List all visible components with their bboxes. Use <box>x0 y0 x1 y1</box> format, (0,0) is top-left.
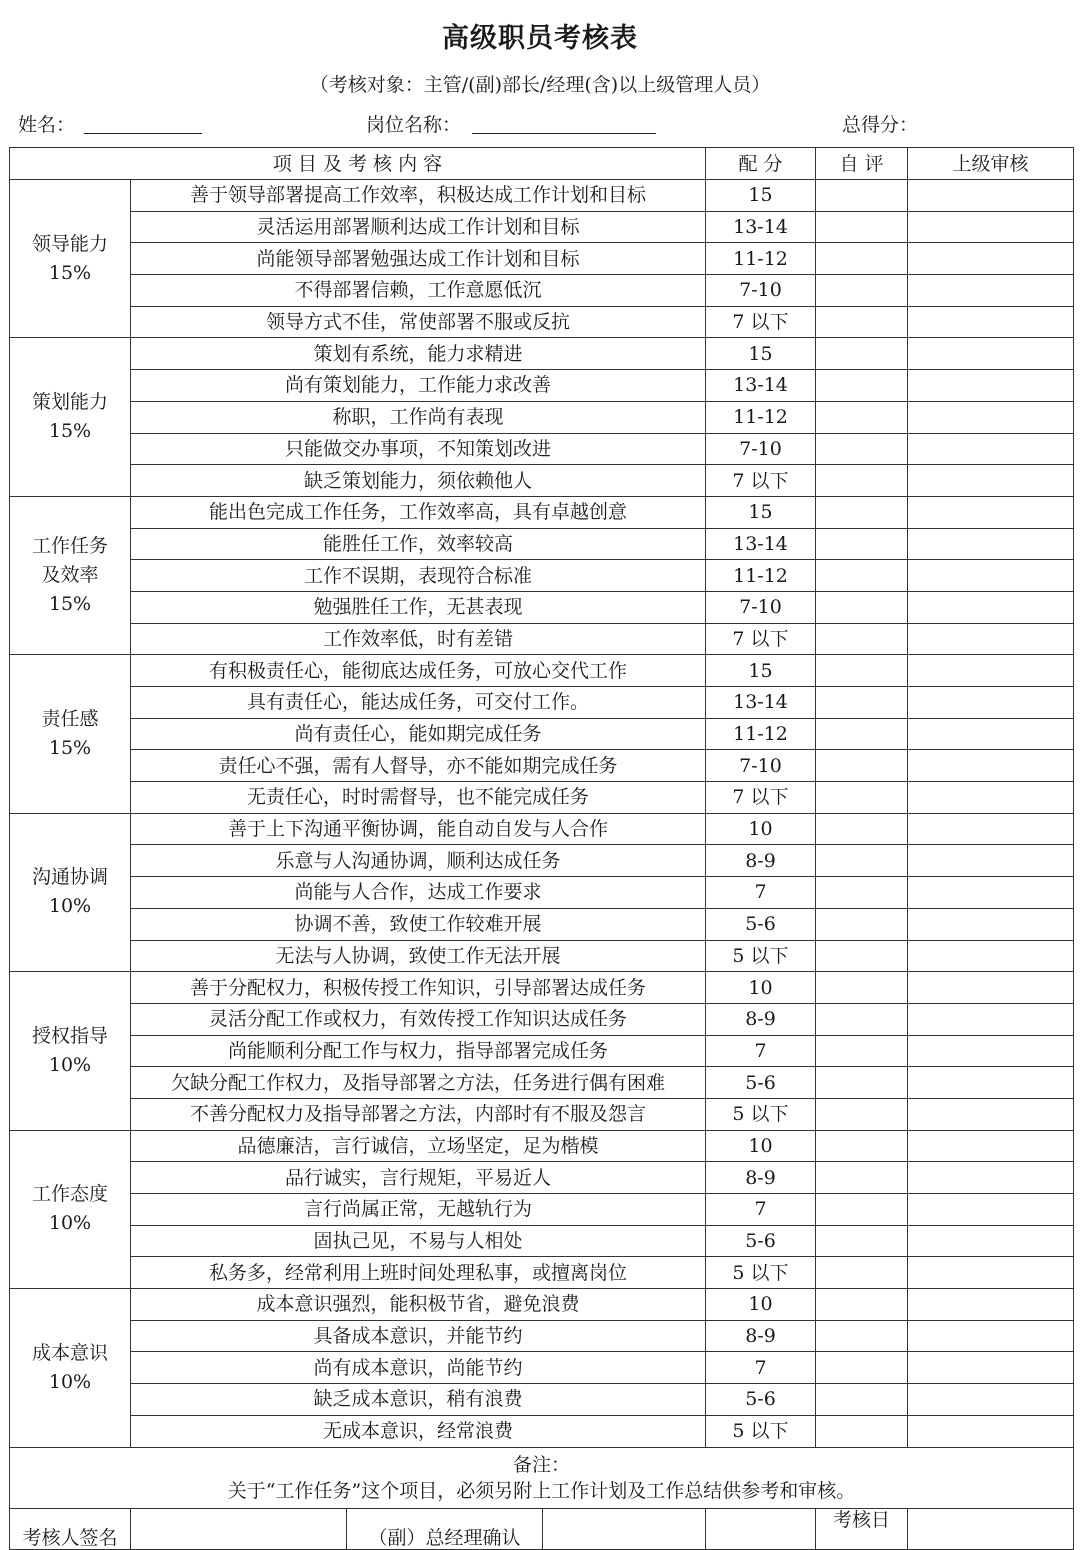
criterion-score: 7 以下 <box>706 782 816 814</box>
criterion-score: 7-10 <box>706 433 816 465</box>
criterion-text: 只能做交办事项，不知策划改进 <box>131 433 706 465</box>
criterion-text: 尚有策划能力，工作能力求改善 <box>131 370 706 402</box>
table-row <box>10 243 1074 275</box>
table-header-row <box>10 148 1074 180</box>
criterion-text: 灵活运用部署顺利达成工作计划和目标 <box>131 211 706 243</box>
date-field[interactable] <box>908 1508 1074 1549</box>
review-cell[interactable] <box>908 465 1074 497</box>
criterion-score: 7-10 <box>706 275 816 307</box>
review-cell[interactable] <box>908 528 1074 560</box>
criterion-score: 11-12 <box>706 560 816 592</box>
self-eval-cell[interactable] <box>816 306 908 338</box>
category-name: 工作态度 <box>31 1183 108 1206</box>
review-cell[interactable] <box>908 1035 1074 1067</box>
criterion-score: 10 <box>706 972 816 1004</box>
signature-row <box>10 1508 1074 1549</box>
review-cell[interactable] <box>908 972 1074 1004</box>
table-row <box>10 591 1074 623</box>
review-cell[interactable] <box>908 401 1074 433</box>
review-cell[interactable] <box>908 750 1074 782</box>
criterion-score: 5 以下 <box>706 940 816 972</box>
criterion-score: 5 以下 <box>706 1415 816 1447</box>
criterion-text: 工作不误期，表现符合标准 <box>131 560 706 592</box>
position-blank[interactable] <box>472 133 656 134</box>
self-eval-cell[interactable] <box>816 1415 908 1447</box>
review-cell[interactable] <box>908 1194 1074 1226</box>
review-cell[interactable] <box>908 1130 1074 1162</box>
self-eval-cell[interactable] <box>816 1162 908 1194</box>
table-row <box>10 623 1074 655</box>
table-row <box>10 1035 1074 1067</box>
criterion-score: 5-6 <box>706 1067 816 1099</box>
self-eval-cell[interactable] <box>816 1035 908 1067</box>
self-eval-cell[interactable] <box>816 940 908 972</box>
signature-area <box>131 1508 706 1549</box>
table-row <box>10 845 1074 877</box>
self-eval-cell[interactable] <box>816 433 908 465</box>
criterion-text: 勉强胜任工作，无甚表现 <box>131 591 706 623</box>
table-row <box>10 1257 1074 1289</box>
criterion-text: 乐意与人沟通协调，顺利达成任务 <box>131 845 706 877</box>
self-eval-cell[interactable] <box>816 972 908 1004</box>
category-name: 策划能力 <box>31 391 108 414</box>
criterion-score: 10 <box>706 1289 816 1321</box>
self-eval-cell[interactable] <box>816 687 908 719</box>
self-eval-cell[interactable] <box>816 1003 908 1035</box>
criterion-score: 5-6 <box>706 908 816 940</box>
table-row <box>10 1384 1074 1416</box>
self-eval-cell[interactable] <box>816 560 908 592</box>
criterion-score: 7 <box>706 877 816 909</box>
table-row <box>10 560 1074 592</box>
table-row <box>10 718 1074 750</box>
review-cell[interactable] <box>908 370 1074 402</box>
review-cell[interactable] <box>908 1415 1074 1447</box>
note-text: 关于“工作任务”这个项目，必须另附上工作计划及工作总结供参考和审核。 <box>227 1479 856 1502</box>
total-score-label: 总得分： <box>842 114 919 136</box>
self-eval-cell[interactable] <box>816 877 908 909</box>
criterion-score: 7-10 <box>706 750 816 782</box>
table-row <box>10 1003 1074 1035</box>
self-eval-cell[interactable] <box>816 782 908 814</box>
table-row <box>10 211 1074 243</box>
review-cell[interactable] <box>908 782 1074 814</box>
criterion-text: 无责任心，时时需督导，也不能完成任务 <box>131 782 706 814</box>
criterion-text: 能胜任工作，效率较高 <box>131 528 706 560</box>
review-cell[interactable] <box>908 1320 1074 1352</box>
self-eval-cell[interactable] <box>816 750 908 782</box>
self-eval-cell[interactable] <box>816 528 908 560</box>
category-cell <box>10 1289 131 1447</box>
review-cell[interactable] <box>908 940 1074 972</box>
category-cell <box>10 655 131 813</box>
self-eval-cell[interactable] <box>816 1225 908 1257</box>
self-eval-cell[interactable] <box>816 1194 908 1226</box>
table-row <box>10 465 1074 497</box>
table-row <box>10 528 1074 560</box>
category-weight: 10% <box>48 895 92 918</box>
header-score: 配 分 <box>706 148 816 180</box>
page-subtitle: （考核对象：主管/(副)部长/经理(含)以上级管理人员） <box>309 74 771 96</box>
category-cell <box>10 180 131 338</box>
header-review: 上级审核 <box>908 148 1074 180</box>
criterion-score: 7 以下 <box>706 465 816 497</box>
review-cell[interactable] <box>908 211 1074 243</box>
self-eval-cell[interactable] <box>816 1257 908 1289</box>
criterion-text: 善于分配权力，积极传授工作知识，引导部署达成任务 <box>131 972 706 1004</box>
assessment-table <box>9 147 1074 1550</box>
self-eval-cell[interactable] <box>816 1289 908 1321</box>
table-row <box>10 1225 1074 1257</box>
table-row <box>10 1130 1074 1162</box>
criterion-score: 5 以下 <box>706 1257 816 1289</box>
table-row <box>10 972 1074 1004</box>
category-weight: 15% <box>48 737 92 760</box>
criterion-text: 不善分配权力及指导部署之方法，内部时有不服及怨言 <box>131 1098 706 1130</box>
table-row <box>10 1098 1074 1130</box>
note-label: 备注： <box>512 1453 570 1476</box>
category-cell <box>10 496 131 654</box>
table-row <box>10 306 1074 338</box>
criterion-score: 11-12 <box>706 243 816 275</box>
criterion-text: 无成本意识，经常浪费 <box>131 1415 706 1447</box>
criterion-score: 7 <box>706 1035 816 1067</box>
table-row <box>10 1162 1074 1194</box>
self-eval-cell[interactable] <box>816 655 908 687</box>
criterion-text: 品行诚实，言行规矩，平易近人 <box>131 1162 706 1194</box>
category-cell <box>10 1130 131 1288</box>
criterion-text: 固执己见，不易与人相处 <box>131 1225 706 1257</box>
criterion-score: 15 <box>706 496 816 528</box>
table-row <box>10 655 1074 687</box>
criterion-score: 7-10 <box>706 591 816 623</box>
criterion-text: 尚有成本意识，尚能节约 <box>131 1352 706 1384</box>
criterion-text: 具备成本意识，并能节约 <box>131 1320 706 1352</box>
criterion-score: 5 以下 <box>706 1098 816 1130</box>
category-weight: 10% <box>48 1053 92 1076</box>
self-eval-cell[interactable] <box>816 845 908 877</box>
criterion-score: 5-6 <box>706 1225 816 1257</box>
self-eval-cell[interactable] <box>816 1098 908 1130</box>
review-cell[interactable] <box>908 496 1074 528</box>
category-weight: 15% <box>48 261 92 284</box>
category-name: 责任感 <box>41 708 99 731</box>
review-cell[interactable] <box>908 1098 1074 1130</box>
table-row <box>10 496 1074 528</box>
self-eval-cell[interactable] <box>816 338 908 370</box>
table-row <box>10 782 1074 814</box>
review-cell[interactable] <box>908 845 1074 877</box>
criterion-text: 灵活分配工作或权力，有效传授工作知识达成任务 <box>131 1003 706 1035</box>
date-label: 考核日 <box>816 1508 908 1549</box>
criterion-text: 尚能领导部署勉强达成工作计划和目标 <box>131 243 706 275</box>
position-label: 岗位名称： <box>366 114 462 136</box>
self-eval-cell[interactable] <box>816 370 908 402</box>
category-weight: 10% <box>48 1370 92 1393</box>
table-row <box>10 687 1074 719</box>
criterion-score: 8-9 <box>706 1003 816 1035</box>
criterion-text: 品德廉洁，言行诚信，立场坚定，足为楷模 <box>131 1130 706 1162</box>
review-cell[interactable] <box>908 560 1074 592</box>
category-name: 沟通协调 <box>31 866 108 889</box>
review-cell[interactable] <box>908 338 1074 370</box>
criterion-text: 有积极责任心，能彻底达成任务，可放心交代工作 <box>131 655 706 687</box>
criterion-text: 协调不善，致使工作较难开展 <box>131 908 706 940</box>
review-cell[interactable] <box>908 1225 1074 1257</box>
name-blank[interactable] <box>84 133 202 134</box>
review-cell[interactable] <box>908 1162 1074 1194</box>
criterion-text: 缺乏策划能力，须依赖他人 <box>131 465 706 497</box>
criterion-text: 工作效率低，时有差错 <box>131 623 706 655</box>
self-eval-cell[interactable] <box>816 401 908 433</box>
review-cell[interactable] <box>908 908 1074 940</box>
criterion-score: 15 <box>706 180 816 212</box>
category-cell <box>10 972 131 1130</box>
review-cell[interactable] <box>908 243 1074 275</box>
criterion-text: 缺乏成本意识，稍有浪费 <box>131 1384 706 1416</box>
review-cell[interactable] <box>908 1384 1074 1416</box>
criterion-score: 8-9 <box>706 845 816 877</box>
criterion-text: 尚有责任心，能如期完成任务 <box>131 718 706 750</box>
table-row <box>10 1320 1074 1352</box>
criterion-text: 责任心不强，需有人督导，亦不能如期完成任务 <box>131 750 706 782</box>
review-cell[interactable] <box>908 433 1074 465</box>
gm-confirm-field-2[interactable] <box>706 1508 816 1549</box>
criterion-score: 8-9 <box>706 1162 816 1194</box>
criterion-text: 称职，工作尚有表现 <box>131 401 706 433</box>
assessor-sign-label: 考核人签名 <box>10 1508 131 1549</box>
table-row <box>10 180 1074 212</box>
table-row <box>10 370 1074 402</box>
self-eval-cell[interactable] <box>816 1067 908 1099</box>
criterion-text: 尚能与人合作，达成工作要求 <box>131 877 706 909</box>
self-eval-cell[interactable] <box>816 718 908 750</box>
criterion-score: 7 以下 <box>706 623 816 655</box>
assessor-sign-field[interactable] <box>131 1509 347 1549</box>
criterion-text: 言行尚属正常，无越轨行为 <box>131 1194 706 1226</box>
criterion-score: 13-14 <box>706 528 816 560</box>
header-self: 自 评 <box>816 148 908 180</box>
criterion-score: 5-6 <box>706 1384 816 1416</box>
review-cell[interactable] <box>908 1289 1074 1321</box>
criterion-score: 15 <box>706 338 816 370</box>
category-name: 工作任务 及效率 <box>31 535 108 587</box>
criterion-score: 11-12 <box>706 401 816 433</box>
criterion-text: 无法与人协调，致使工作无法开展 <box>131 940 706 972</box>
header-item: 项 目 及 考 核 内 容 <box>10 148 706 180</box>
self-eval-cell[interactable] <box>816 180 908 212</box>
table-row <box>10 908 1074 940</box>
criterion-text: 私务多，经常利用上班时间处理私事，或擅离岗位 <box>131 1257 706 1289</box>
criterion-text: 成本意识强烈，能积极节省，避免浪费 <box>131 1289 706 1321</box>
page-title: 高级职员考核表 <box>442 23 638 54</box>
self-eval-cell[interactable] <box>816 275 908 307</box>
category-weight: 10% <box>48 1212 92 1235</box>
table-row <box>10 877 1074 909</box>
table-row <box>10 401 1074 433</box>
gm-confirm-label: （副）总经理确认 <box>347 1509 543 1549</box>
criterion-score: 13-14 <box>706 211 816 243</box>
table-row <box>10 338 1074 370</box>
category-cell <box>10 813 131 971</box>
self-eval-cell[interactable] <box>816 591 908 623</box>
criterion-score: 10 <box>706 1130 816 1162</box>
name-label: 姓名： <box>18 114 76 136</box>
criterion-text: 领导方式不佳，常使部署不服或反抗 <box>131 306 706 338</box>
criterion-text: 能出色完成工作任务，工作效率高，具有卓越创意 <box>131 496 706 528</box>
review-cell[interactable] <box>908 877 1074 909</box>
note-cell <box>10 1447 1074 1508</box>
criterion-score: 7 <box>706 1194 816 1226</box>
criterion-text: 具有责任心，能达成任务，可交付工作。 <box>131 687 706 719</box>
category-name: 授权指导 <box>31 1024 108 1047</box>
self-eval-cell[interactable] <box>816 908 908 940</box>
review-cell[interactable] <box>908 623 1074 655</box>
criterion-text: 善于上下沟通平衡协调，能自动自发与人合作 <box>131 813 706 845</box>
review-cell[interactable] <box>908 275 1074 307</box>
criterion-score: 15 <box>706 655 816 687</box>
criterion-text: 尚能顺利分配工作与权力，指导部署完成任务 <box>131 1035 706 1067</box>
table-row <box>10 1415 1074 1447</box>
table-row <box>10 750 1074 782</box>
table-row <box>10 813 1074 845</box>
review-cell[interactable] <box>908 813 1074 845</box>
criterion-score: 7 <box>706 1352 816 1384</box>
review-cell[interactable] <box>908 1352 1074 1384</box>
self-eval-cell[interactable] <box>816 496 908 528</box>
criterion-score: 7 以下 <box>706 306 816 338</box>
self-eval-cell[interactable] <box>816 1130 908 1162</box>
self-eval-cell[interactable] <box>816 1320 908 1352</box>
review-cell[interactable] <box>908 1257 1074 1289</box>
review-cell[interactable] <box>908 655 1074 687</box>
category-weight: 15% <box>48 593 92 616</box>
table-row <box>10 1067 1074 1099</box>
note-row <box>10 1447 1074 1508</box>
criterion-score: 8-9 <box>706 1320 816 1352</box>
criterion-text: 不得部署信赖，工作意愿低沉 <box>131 275 706 307</box>
table-row <box>10 1194 1074 1226</box>
table-row <box>10 433 1074 465</box>
review-cell[interactable] <box>908 1067 1074 1099</box>
criterion-text: 策划有系统，能力求精进 <box>131 338 706 370</box>
criterion-score: 10 <box>706 813 816 845</box>
review-cell[interactable] <box>908 718 1074 750</box>
category-name: 领导能力 <box>31 232 108 255</box>
review-cell[interactable] <box>908 687 1074 719</box>
self-eval-cell[interactable] <box>816 1352 908 1384</box>
self-eval-cell[interactable] <box>816 813 908 845</box>
self-eval-cell[interactable] <box>816 243 908 275</box>
criterion-text: 善于领导部署提高工作效率，积极达成工作计划和目标 <box>131 180 706 212</box>
category-weight: 15% <box>48 420 92 443</box>
category-name: 成本意识 <box>31 1341 108 1364</box>
table-row <box>10 1352 1074 1384</box>
review-cell[interactable] <box>908 591 1074 623</box>
review-cell[interactable] <box>908 180 1074 212</box>
gm-confirm-field[interactable] <box>543 1509 706 1549</box>
self-eval-cell[interactable] <box>816 465 908 497</box>
review-cell[interactable] <box>908 306 1074 338</box>
self-eval-cell[interactable] <box>816 623 908 655</box>
table-row <box>10 940 1074 972</box>
criterion-text: 欠缺分配工作权力，及指导部署之方法，任务进行偶有困难 <box>131 1067 706 1099</box>
criterion-score: 13-14 <box>706 370 816 402</box>
criterion-score: 11-12 <box>706 718 816 750</box>
self-eval-cell[interactable] <box>816 1384 908 1416</box>
criterion-score: 13-14 <box>706 687 816 719</box>
category-cell <box>10 338 131 496</box>
table-row <box>10 275 1074 307</box>
table-row <box>10 1289 1074 1321</box>
review-cell[interactable] <box>908 1003 1074 1035</box>
self-eval-cell[interactable] <box>816 211 908 243</box>
